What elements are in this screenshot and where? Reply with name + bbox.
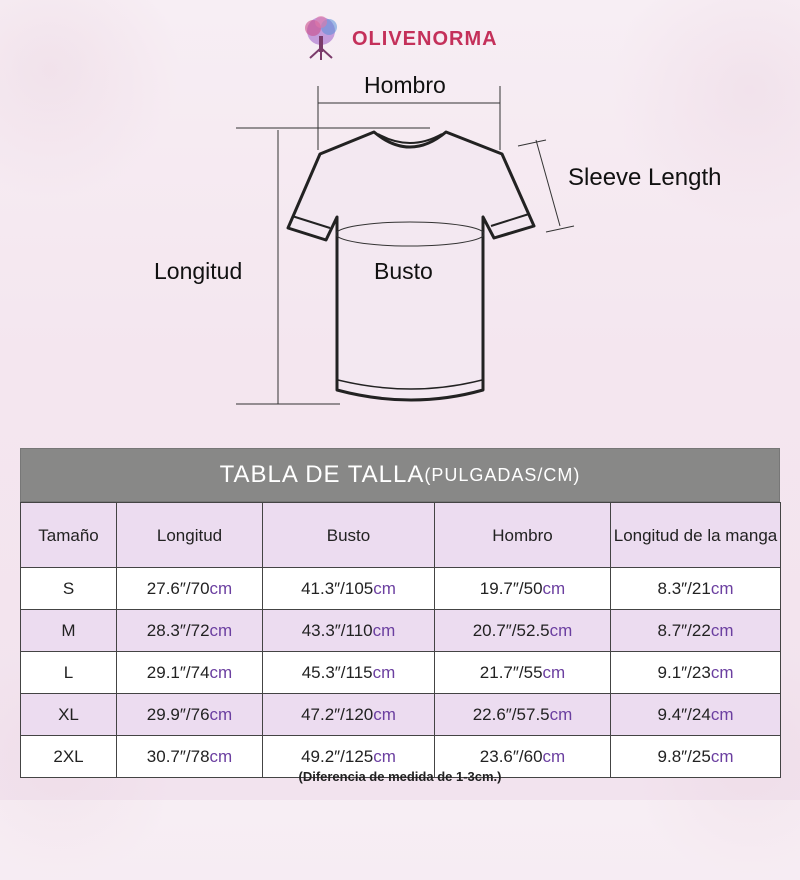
header-length: Longitud: [117, 503, 263, 568]
table-header-row: [21, 503, 781, 568]
size-chart: [20, 448, 780, 778]
shoulder-label: Hombro: [364, 72, 446, 98]
sleeve-cell: 9.8″/25cm: [611, 736, 781, 778]
bust-label: Busto: [374, 258, 433, 284]
shoulder-cell: 20.7″/52.5cm: [435, 610, 611, 652]
measurement-footnote: (Diferencia de medida de 1-3cm.): [298, 769, 502, 784]
size-cell: L: [21, 652, 117, 694]
size-cell: S: [21, 568, 117, 610]
length-label: Longitud: [154, 258, 243, 284]
length-cell: 29.1″/74cm: [117, 652, 263, 694]
header-sleeve-length: Longitud de la manga: [611, 503, 781, 568]
size-chart-title: [20, 448, 780, 502]
bust-cell: 43.3″/110cm: [263, 610, 435, 652]
size-cell: M: [21, 610, 117, 652]
table-row: [21, 694, 781, 736]
bust-cell: 47.2″/120cm: [263, 694, 435, 736]
table-row: [21, 610, 781, 652]
sleeve-cell: 9.4″/24cm: [611, 694, 781, 736]
size-chart-title-main: TABLA DE TALLA: [219, 461, 425, 488]
size-chart-title-units: (PULGADAS/CM): [424, 464, 581, 485]
bust-cell: 49.2″/125cm: [263, 736, 435, 778]
length-cell: 29.9″/76cm: [117, 694, 263, 736]
brand-name: OLIVENORMA: [352, 27, 498, 50]
size-cell: XL: [21, 694, 117, 736]
bust-cell: 45.3″/115cm: [263, 652, 435, 694]
header-shoulder: Hombro: [435, 503, 611, 568]
shoulder-cell: 19.7″/50cm: [435, 568, 611, 610]
header-bust: Busto: [263, 503, 435, 568]
sleeve-length-label: Sleeve Length: [568, 164, 722, 191]
length-cell: 28.3″/72cm: [117, 610, 263, 652]
size-cell: 2XL: [21, 736, 117, 778]
sleeve-cell: 8.7″/22cm: [611, 610, 781, 652]
shoulder-cell: 23.6″/60cm: [435, 736, 611, 778]
sleeve-cell: 9.1″/23cm: [611, 652, 781, 694]
size-table: [20, 502, 781, 778]
shoulder-cell: 21.7″/55cm: [435, 652, 611, 694]
sleeve-cell: 8.3″/21cm: [611, 568, 781, 610]
length-cell: 30.7″/78cm: [117, 736, 263, 778]
bust-cell: 41.3″/105cm: [263, 568, 435, 610]
table-row: [21, 652, 781, 694]
shoulder-cell: 22.6″/57.5cm: [435, 694, 611, 736]
table-row: [21, 568, 781, 610]
header-size: Tamaño: [21, 503, 117, 568]
length-cell: 27.6″/70cm: [117, 568, 263, 610]
